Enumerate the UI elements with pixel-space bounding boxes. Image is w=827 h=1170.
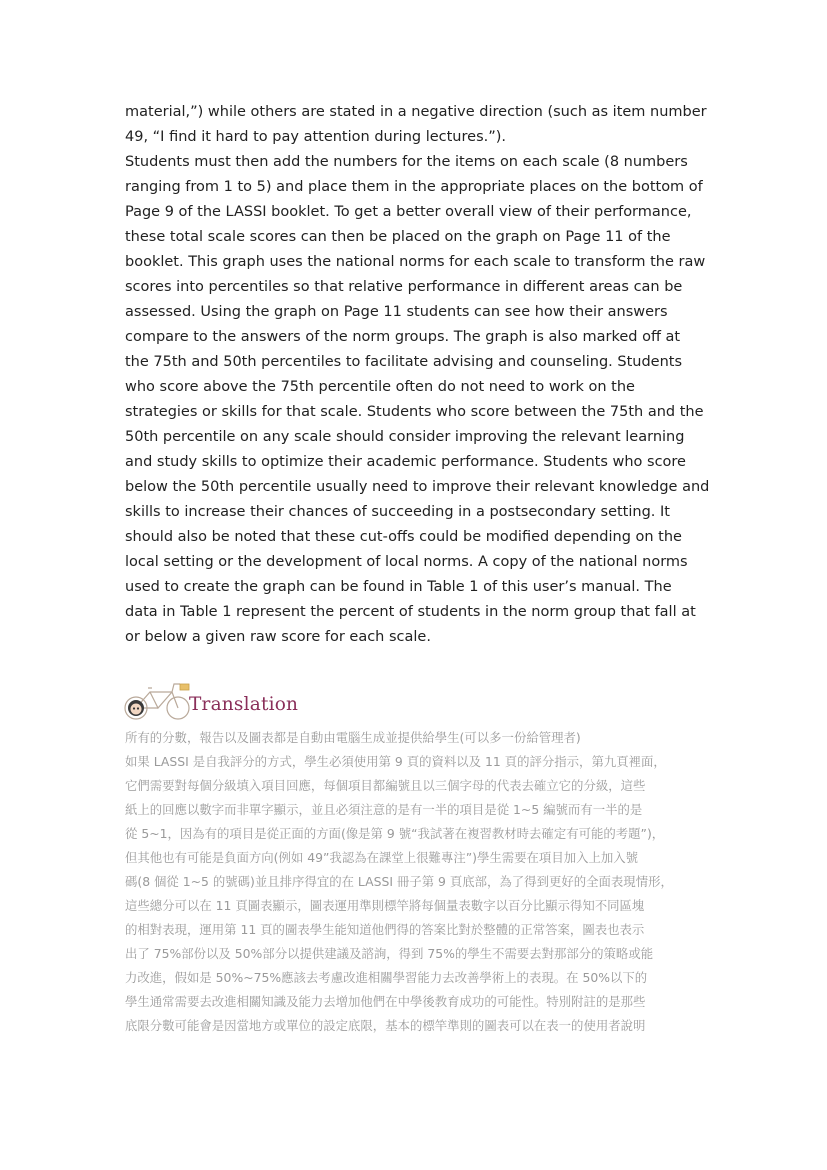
text-line: 從 5~1，因為有的項目是從正面的方面(像是第 9 號“我試著在複習教材時去確定有可能的考題”)， <box>125 826 665 841</box>
text-line: 出了 75%部份以及 50%部分以提供建議及諮詢，得到 75%的學生不需要去對那部分的策略或能 <box>125 946 654 961</box>
english-body-text <box>125 100 710 650</box>
chinese-translation-text <box>125 726 710 1038</box>
text-line: should also be noted that these cut-offs could be modified depending on the <box>125 529 682 545</box>
text-line: booklet. This graph uses the national norms for each scale to transform the raw <box>125 254 706 270</box>
text-line: 49, “I find it hard to pay attention during lectures.”). <box>125 129 507 145</box>
text-line: assessed. Using the graph on Page 11 students can see how their answers <box>125 304 668 320</box>
text-line: skills to increase their chances of succeeding in a postsecondary setting. It <box>125 504 670 520</box>
text-line: 力改進，假如是 50%~75%應該去考慮改進相關學習能力去改善學術上的表現。在 50%以下的 <box>125 970 648 985</box>
text-line: strategies or skills for that scale. Students who score between the 75th and the <box>125 404 704 420</box>
text-line: material,”) while others are stated in a negative direction (such as item number <box>125 104 707 120</box>
text-line: 紙上的回應以數字而非單字顯示，並且必須注意的是有一半的項目是從 1~5 編號而有一半的是 <box>125 802 643 817</box>
text-line: compare to the answers of the norm groups. The graph is also marked off at <box>125 329 681 345</box>
text-line: used to create the graph can be found in Table 1 of this user’s manual. The <box>125 579 672 595</box>
translation-logo-text: Translation <box>189 694 299 715</box>
text-line: 50th percentile on any scale should consider improving the relevant learning <box>125 429 685 445</box>
text-line: scores into percentiles so that relative performance in different areas can be <box>125 279 683 295</box>
text-line: 如果 LASSI 是自我評分的方式，學生必須使用第 9 頁的資料以及 11 頁的評分指示，第九頁裡面， <box>125 754 666 769</box>
text-line: 學生通常需要去改進相關知識及能力去增加他們在中學後教育成功的可能性。特別附註的是那些 <box>125 994 646 1009</box>
text-line: local setting or the development of local norms. A copy of the national norms <box>125 554 688 570</box>
text-line: who score above the 75th percentile often do not need to work on the <box>125 379 635 395</box>
text-line: data in Table 1 represent the percent of students in the norm group that fall at <box>125 604 696 620</box>
text-line: ranging from 1 to 5) and place them in the appropriate places on the bottom of <box>125 179 703 195</box>
translation-logo <box>122 674 297 722</box>
text-line: below the 50th percentile usually need to improve their relevant knowledge and <box>125 479 710 495</box>
text-line: 它們需要對每個分級填入項目回應，每個項目都編號且以三個字母的代表去確立它的分級，這些 <box>125 778 646 793</box>
text-line: and study skills to optimize their academic performance. Students who score <box>125 454 686 470</box>
text-line: or below a given raw score for each scale. <box>125 629 431 645</box>
text-line: 所有的分數，報告以及圖表都是自動由電腦生成並提供給學生(可以多一份給管理者) <box>125 730 581 745</box>
bicycle-icon <box>122 674 192 722</box>
text-line: 的相對表現，運用第 11 頁的圖表學生能知道他們得的答案比對於整體的正常答案，圖表也表示 <box>125 922 645 937</box>
text-line: Page 9 of the LASSI booklet. To get a better overall view of their performance, <box>125 204 692 220</box>
text-line: 底限分數可能會是因當地方或單位的設定底限，基本的標竿準則的圖表可以在表一的使用者說明 <box>125 1018 646 1033</box>
text-line: these total scale scores can then be placed on the graph on Page 11 of the <box>125 229 671 245</box>
text-line: 碼(8 個從 1~5 的號碼)並且排序得宜的在 LASSI 冊子第 9 頁底部，為了得到更好的全面表現情形， <box>125 874 673 889</box>
text-line: the 75th and 50th percentiles to facilitate advising and counseling. Students <box>125 354 683 370</box>
text-line: 這些總分可以在 11 頁圖表顯示，圖表運用準則標竿將每個量表數字以百分比顯示得知不同區塊 <box>125 898 645 913</box>
text-line: 但其他也有可能是負面方向(例如 49”我認為在課堂上很難專注”)學生需要在項目加入上加入號 <box>125 850 639 865</box>
text-line: Students must then add the numbers for the items on each scale (8 numbers <box>125 154 688 170</box>
